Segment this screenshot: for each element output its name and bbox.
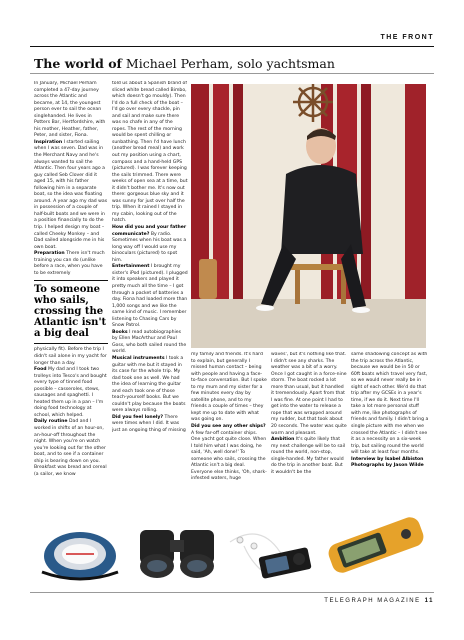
pull-quote: To someone who sails, crossing the Atlantic isn't a big deal xyxy=(34,280,108,344)
header-rule xyxy=(30,46,434,47)
paragraph-ships: A few far-off container ships. One yacht got quite close. When I told him what I was doing, he said, 'Ah, well done!' To someone who sails, crossing the Atlantic isn't a big deal. Everyone else thinks, 'Oh, shark-infested waters, huge xyxy=(191,430,267,482)
subhead-food: Food xyxy=(34,367,47,373)
magazine-name: TELEGRAPH MAGAZINE xyxy=(324,598,421,604)
paragraph-lonely-cont: my family and friends. It's hard to explain, but generally I missed human contact – being with people and having a face-to-face conversation. But I spoke to my mum and my sister for a few minutes every day by satellite phone, and to my friends a couple of times – they kept me up to date with what was going on. xyxy=(191,352,267,423)
subhead-ships: Did you see any other ships? xyxy=(191,424,266,430)
title-rest: Michael Perham, solo yachtsman xyxy=(121,56,335,71)
paragraph-ambition-cont: same shadowing concept as with the trip across the Atlantic, because we would be in 50 or 60ft boats which travel very fast, so we would never really be in sight of each other. We'd do that trip after my GCSEs in a year's time, if we do it. Next time I'll take a lot more personal stuff with me, like photographs of friends and family. I didn't bring a single picture with me when we crossed the Atlantic – I didn't see it as a necessity on a six-week trip, but sailing round the world will take at least four months. xyxy=(351,352,429,456)
paragraph-lonely: There were times when I did. It was just an ongoing thing of missing xyxy=(112,414,186,433)
gps-icon xyxy=(326,514,426,575)
paragraph-preparation: There isn't much training you can do (unlike before a race, when you have to be extremely xyxy=(34,251,105,276)
text-column-4 xyxy=(271,352,347,510)
paragraph-books: I read autobiographies by Ellen MacArthur and Paul Goss, who both sailed round the world. xyxy=(112,329,187,355)
subhead-entertainment: Entertainment xyxy=(112,264,150,270)
subhead-books: Books xyxy=(112,329,128,335)
paragraph-col2-start: physically fit). Before the trip I didn't sail alone in my yacht for longer than a day. xyxy=(34,347,107,366)
paragraph-food: My dad and I took two trolleys into Tesco's and bought every type of tinned food possible – casseroles, stews, sausages and spaghetti. I heated them up in a pan – I'm doing food technology at school, which helped. xyxy=(34,367,107,418)
paragraph-routine: Dad and I worked in shifts of an hour-on, an-hour-off throughout the night. When you're on watch you're looking out for the other boat, and to see if a container ship is bearing down on you. Breakfast was bread and cereal (a sailor, we know xyxy=(34,419,107,477)
subhead-preparation: Preparation xyxy=(34,251,65,257)
paragraph-communicate: By radio. Sometimes when his boat was a long way off I would use my binoculars (pictured) to spot him. xyxy=(112,231,187,263)
article-title xyxy=(34,56,434,71)
page-number: 11 xyxy=(424,598,434,604)
compass-icon xyxy=(42,532,118,580)
subhead-inspiration: Inspiration xyxy=(34,139,63,145)
intro-paragraph: In January, Michael Perham completed a 47-day journey across the Atlantic and became, at 14, the youngest person ever to sail the ocean singlehanded. He lives in Potters Bar, Hertfordshire, with his mother, Heather, father, Peter, and sister, Fiona. xyxy=(34,81,106,139)
paragraph-entertainment: I brought my sister's iPod (pictured). I plugged it into speakers and played it pretty much all the time – I got through a packet of batteries a day. Fiona had loaded more than 1,000 songs and we like the same kind of music. I remember listening to Chasing Cars by Snow Patrol. xyxy=(112,264,188,329)
subhead-routine: Daily routine xyxy=(34,419,68,425)
paragraph-routine-cont: told us about a Spanish brand of sliced white bread called Bimbo, which doesn't go mouldy). Then I'd do a full check of the boat – I'd go over every shackle, pin and sail and make sure there was no chafe in any of the ropes. The rest of the morning would be spent chilling or sunbathing. Then I'd have lunch (another bread meal) and work out my position using a chart, compass and a hand-held GPS (pictured). I was forever keeping the sails trimmed. There were weeks of open sea at a time, but it didn't bother me. It's now out there: gorgeous blue sky and it was sunny for just over half the trip. When it rained I stayed in my cabin, looking out of the hatch. xyxy=(112,81,188,224)
ipod-icon xyxy=(258,547,311,579)
paragraph-inspiration: I started sailing when I was seven. Dad was in the Merchant Navy and he's always wanted to sail the Atlantic. Then four years ago a guy called Seb Clover did it aged 15, with his father following him in a separate boat, so the idea was floating around. A year ago my dad was in possession of a couple of half-built boats and we were in a position financially to do the trip. I helped design my boat – called Cheeky Monkey – and Dad sailed alongside me in his own boat. xyxy=(34,139,108,250)
objects-illustration xyxy=(30,512,434,590)
title-bold: The world of xyxy=(34,56,122,71)
binoculars-icon xyxy=(140,530,214,578)
text-column-5 xyxy=(351,352,429,510)
objects-strip xyxy=(30,512,434,590)
subhead-communicate: How did you and your father communicate? xyxy=(112,225,187,237)
text-column-1 xyxy=(34,81,108,509)
paragraph-ships-cont: waves', but it's nothing like that. I didn't see any sharks. The weather was a bit of a worry. Once I got caught in a force-nine storm. The boat rocked a lot more than usual, but it handled it tremendously. Apart from that I was fine. At one point I had to get into the water to release a rope that was wrapped around my rudder, but that took about 20 seconds. The water was quite warm and pleasant. xyxy=(271,352,347,436)
page-footer xyxy=(324,598,434,604)
paragraph-music: I took a guitar with me but it stayed in its case for the whole trip. My dad took one as well. We had the idea of learning the guitar and each took one of those teach-yourself books. But we couldn't play because the boats were always rolling. xyxy=(112,355,186,414)
credit-interview: Interview by Isabel Albiston xyxy=(351,456,424,462)
subhead-music: Musical instruments xyxy=(112,355,165,361)
credit-photographs: Photographs by Jason Wilde xyxy=(351,463,424,469)
footer-rule xyxy=(30,592,434,593)
portrait-illustration xyxy=(191,84,426,348)
paragraph-ambition: It's quite likely that my next challenge will be to sail round the world, non-stop, single-handed. My father would do the trip in another boat. But it wouldn't be the xyxy=(271,437,346,475)
portrait-photo xyxy=(191,84,426,348)
subhead-ambition: Ambition xyxy=(271,437,295,443)
text-column-2 xyxy=(112,81,188,509)
title-rule xyxy=(30,73,434,74)
text-column-3 xyxy=(191,352,267,510)
section-header: THE FRONT xyxy=(380,34,434,41)
subhead-lonely: Did you feel lonely? xyxy=(112,414,164,420)
